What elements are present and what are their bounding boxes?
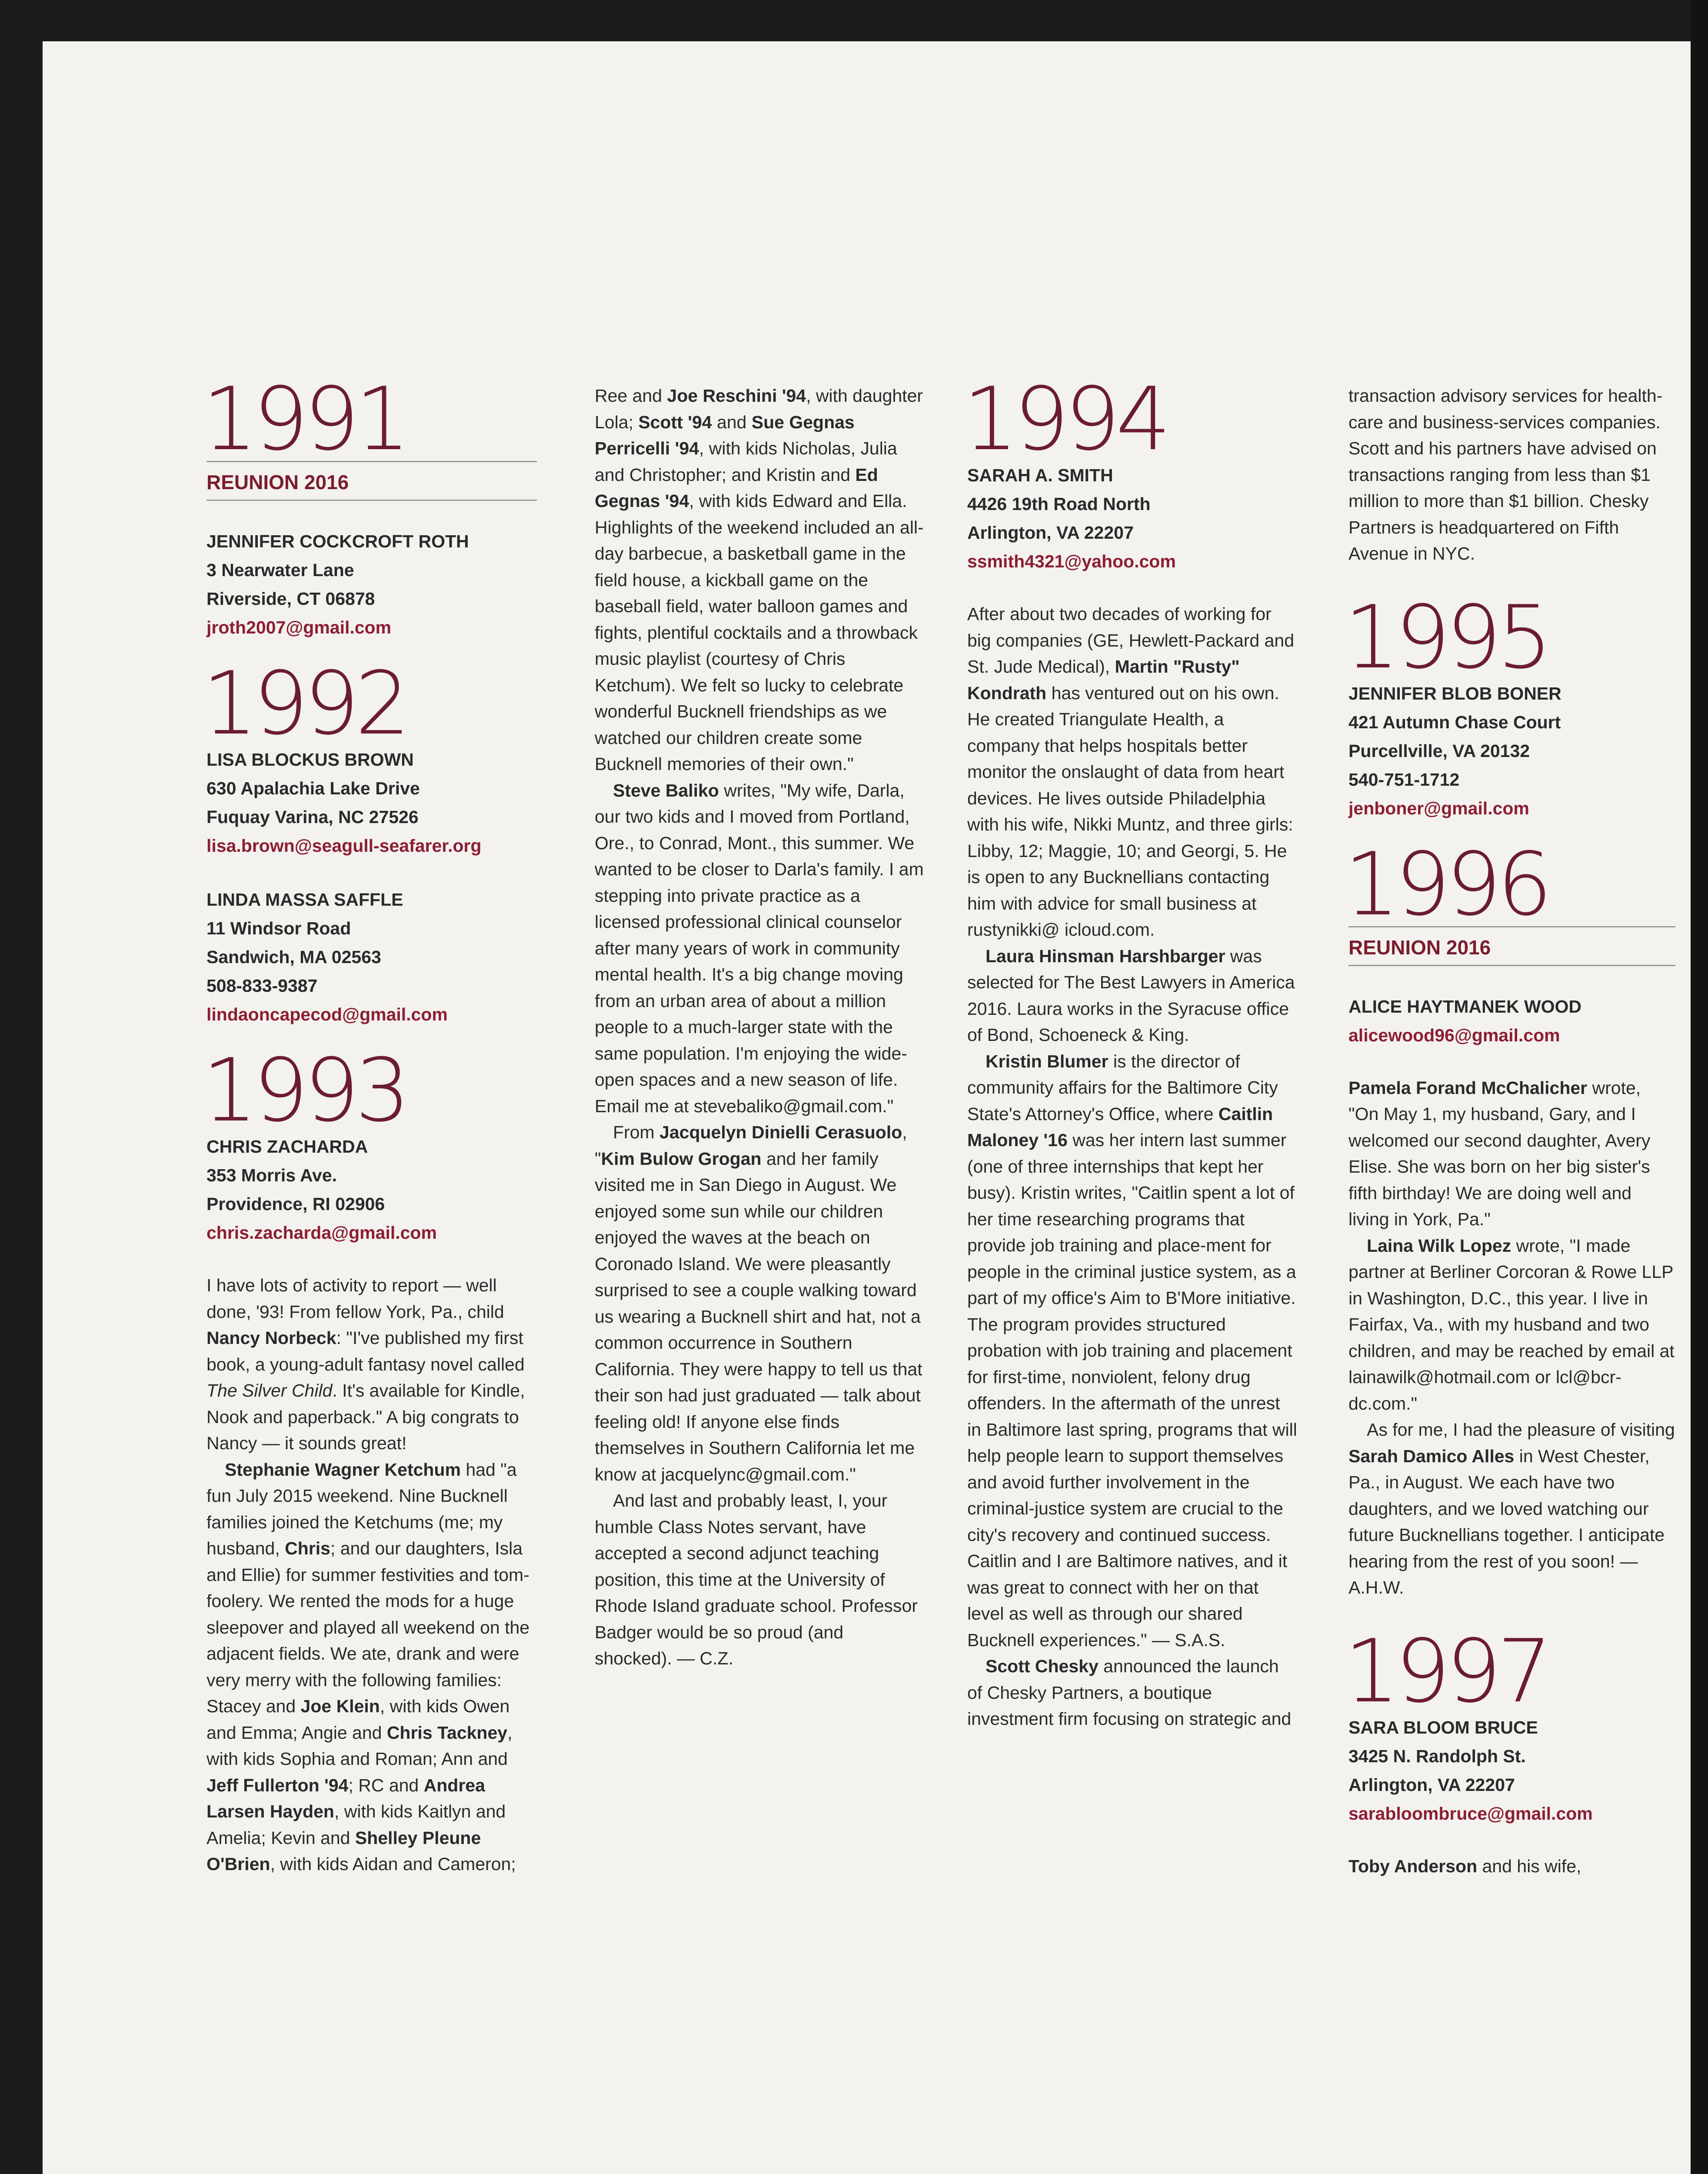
- book-title: The Silver Child: [206, 1380, 333, 1400]
- alumni-name: Sue Gegnas Perricelli '94: [595, 412, 855, 458]
- text-run: and: [712, 412, 752, 432]
- reunion-banner-1996: REUNION 2016: [1348, 926, 1675, 966]
- binding-gutter: [1691, 0, 1708, 2174]
- text-run: After about two decades of working for big companies (GE, Hewlett-Packard and St. Jude Medical),: [967, 604, 1295, 677]
- alumni-name: Joe Reschini '94: [667, 386, 806, 406]
- alumni-name: Chris: [285, 1538, 330, 1558]
- text-run: had "a fun July 2015 weekend. Nine Bucknell families joined the Ketchums (me; my husband,: [206, 1459, 517, 1558]
- year-heading-1991: 1991: [202, 369, 406, 470]
- contact-city: Arlington, VA 22207: [1348, 1774, 1515, 1795]
- class-contact-1996: [1348, 992, 1675, 1050]
- note-paragraph: And last and probably least, I, your humble Class Notes servant, have accepted a second adjunct teaching position, this time at the University of Rhode Island graduate school. Professor Badger would be so proud (and shocked). — C.Z.: [595, 1490, 918, 1668]
- text-run: wrote, "On May 1, my husband, Gary, and I welcomed our second daughter, Avery Elise. She was born on her big sister's fifth birthday! We are doing well and living in York, Pa.": [1348, 1077, 1651, 1229]
- alumni-name: Steve Baliko: [613, 780, 719, 800]
- text-run: , with kids Owen and Emma; Angie and: [206, 1696, 510, 1743]
- column-2: [595, 383, 925, 1672]
- contact-address: 353 Morris Ave.: [206, 1165, 337, 1185]
- note-paragraph: [967, 601, 1298, 943]
- contact-address: 4426 19th Road North: [967, 494, 1151, 514]
- note-paragraph: [1348, 1417, 1675, 1601]
- note-paragraph: [206, 1457, 537, 1877]
- text-run: : "I've published my first book, a young-adult fantasy novel called: [206, 1328, 525, 1374]
- alumni-name: Laina Wilk Lopez: [1367, 1235, 1512, 1256]
- alumni-name: Chris Tackney: [386, 1722, 508, 1743]
- column-3: [963, 369, 1298, 1732]
- contact-email-link[interactable]: jenboner@gmail.com: [1348, 798, 1529, 818]
- alumni-name: Kristin Blumer: [986, 1051, 1109, 1071]
- contact-address: 421 Autumn Chase Court: [1348, 712, 1561, 732]
- text-run: was selected for The Best Lawyers in America 2016. Laura works in the Syracuse office of Bond, Schoeneck & King.: [967, 946, 1295, 1045]
- contact-name: LISA BLOCKUS BROWN: [206, 750, 414, 770]
- alumni-name: Shelley Pleune O'Brien: [206, 1827, 481, 1874]
- alumni-name: Scott '94: [638, 412, 712, 432]
- column-1: [202, 369, 537, 1877]
- year-heading-1993: 1993: [202, 1040, 406, 1141]
- year-heading-1996: 1996: [1344, 834, 1548, 935]
- note-paragraph: [967, 943, 1298, 1048]
- text-run: writes, "My wife, Darla, our two kids and I moved from Portland, Ore., to Conrad, Mont., this summer. We wanted to be closer to Darla's family. I am stepping into private practice as a licensed professional clinical counselor after many years of work in community mental health. It's a big change moving from an urban area of about a million people to a much-larger state with the same population. I'm enjoying the wide-open spaces and a new season of life. Email me at stevebaliko@gmail.com.": [595, 780, 924, 1116]
- text-run: , with kids Sophia and Roman; Ann and: [206, 1722, 513, 1769]
- contact-email-link[interactable]: alicewood96@gmail.com: [1348, 1025, 1560, 1045]
- year-heading-1995: 1995: [1344, 587, 1548, 688]
- contact-city: Riverside, CT 06878: [206, 589, 375, 609]
- contact-name: ALICE HAYTMANEK WOOD: [1348, 996, 1582, 1017]
- class-contact-1993: [206, 1132, 537, 1247]
- contact-city: Purcellville, VA 20132: [1348, 740, 1530, 761]
- class-contact-1991: [206, 527, 537, 642]
- reunion-banner-1991: REUNION 2016: [206, 461, 537, 501]
- year-heading-1992: 1992: [202, 653, 406, 754]
- contact-city: Fuquay Varina, NC 27526: [206, 807, 419, 827]
- text-run: , with kids Kaitlyn and Amelia; Kevin and: [206, 1801, 506, 1848]
- note-paragraph: [967, 1048, 1298, 1654]
- contact-address: 3 Nearwater Lane: [206, 560, 354, 580]
- text-run: Ree and: [595, 386, 667, 406]
- text-run: ; RC and: [348, 1775, 424, 1795]
- text-run: From: [613, 1122, 660, 1142]
- alumni-name: Jacquelyn Dinielli Cerasuolo: [659, 1122, 902, 1142]
- contact-city: Providence, RI 02906: [206, 1194, 385, 1214]
- text-run: . It's available for Kindle, Nook and paperback." A big congrats to Nancy — it sounds great!: [206, 1380, 525, 1453]
- class-contact-1994: [967, 461, 1298, 576]
- contact-email-link[interactable]: sarabloombruce@gmail.com: [1348, 1803, 1593, 1824]
- class-contact-1992-b: [206, 885, 537, 1029]
- note-paragraph: [1348, 1853, 1675, 1880]
- contact-email-link[interactable]: ssmith4321@yahoo.com: [967, 551, 1176, 571]
- alumni-name: Stephanie Wagner Ketchum: [225, 1459, 461, 1480]
- year-heading-1994: 1994: [963, 369, 1167, 470]
- note-paragraph: [206, 1272, 537, 1457]
- text-run: in West Chester, Pa., in August. We each have two daughters, and we loved watching our future Bucknellians together. I anticipate hearing from the rest of you soon! — A.H.W.: [1348, 1446, 1665, 1597]
- alumni-name: Pamela Forand McChalicher: [1348, 1077, 1588, 1098]
- alumni-name: Joe Klein: [300, 1696, 380, 1716]
- alumni-name: Scott Chesky: [986, 1656, 1099, 1676]
- contact-address: 11 Windsor Road: [206, 918, 351, 938]
- alumni-name: Nancy Norbeck: [206, 1328, 336, 1348]
- note-paragraph: [595, 1119, 925, 1487]
- contact-name: CHRIS ZACHARDA: [206, 1137, 368, 1157]
- text-run: , ": [595, 1122, 907, 1169]
- contact-name: LINDA MASSA SAFFLE: [206, 890, 403, 910]
- alumni-name: Toby Anderson: [1348, 1856, 1478, 1876]
- contact-email-link[interactable]: lindaoncapecod@gmail.com: [206, 1004, 448, 1024]
- contact-city: Arlington, VA 22207: [967, 523, 1134, 543]
- text-run: is the director of community affairs for the Baltimore City State's Attorney's Office, where: [967, 1051, 1278, 1124]
- contact-email-link[interactable]: chris.zacharda@gmail.com: [206, 1223, 437, 1243]
- text-run: has ventured out on his own. He created Triangulate Health, a company that helps hospitals better monitor the onslaught of data from heart devices. He lives outside Philadelphia with his wife, Nikki Muntz, and three girls: Libby, 12; Maggie, 10; and Georgi, 5. He is open to any Bucknellians contacting him with advice for small business at rustynikki@ icloud.com.: [967, 683, 1293, 940]
- contact-city: Sandwich, MA 02563: [206, 947, 381, 967]
- contact-phone: 540-751-1712: [1348, 769, 1460, 790]
- text-run: , with kids Edward and Ella. Highlights of the weekend included an all-day barbecue, a basketball game in the field house, a kickball game on the baseball field, water balloon games and fights, plentiful cocktails and a throwback music playlist (courtesy of Chris Ketchum). We felt so lucky to celebrate wonderful Bucknell friendships as we watched our children create some Bucknell memories of their own.": [595, 491, 924, 774]
- text-run: wrote, "I made partner at Berliner Corcoran & Rowe LLP in Washington, D.C., this year. I live in Fairfax, Va., with my husband and two children, and may be reached by email at lainawilk@hotmail.com or lcl@bcr-dc.com.": [1348, 1235, 1675, 1414]
- class-contact-1995: [1348, 679, 1675, 823]
- note-paragraph: [595, 383, 925, 777]
- contact-address: 630 Apalachia Lake Drive: [206, 778, 420, 798]
- year-heading-1997: 1997: [1344, 1620, 1548, 1722]
- text-run: , with kids Nicholas, Julia and Christopher; and Kristin and: [595, 438, 897, 485]
- class-contact-1992-a: [206, 745, 537, 860]
- note-paragraph: [1348, 1075, 1675, 1233]
- contact-phone: 508-833-9387: [206, 976, 318, 996]
- note-paragraph: transaction advisory services for health-care and business-services companies. Scott and his partners have advised on transactions ranging from less than $1 million to more than $1 billion. Chesky Partners is headquartered on Fifth Avenue in NYC.: [1348, 386, 1663, 564]
- text-run: announced the launch of Chesky Partners, a boutique investment firm focusing on strategic and: [967, 1656, 1292, 1729]
- alumni-name: Kim Bulow Grogan: [601, 1148, 762, 1169]
- alumni-name: Laura Hinsman Harshbarger: [986, 946, 1225, 966]
- class-contact-1997: [1348, 1713, 1675, 1828]
- text-run: I have lots of activity to report — well done, '93! From fellow York, Pa., child: [206, 1275, 504, 1322]
- contact-name: JENNIFER BLOB BONER: [1348, 683, 1562, 704]
- contact-address: 3425 N. Randolph St.: [1348, 1746, 1526, 1766]
- contact-name: JENNIFER COCKCROFT ROTH: [206, 531, 469, 551]
- alumni-name: Caitlin Maloney '16: [967, 1104, 1273, 1150]
- alumni-name: Martin "Rusty" Kondrath: [967, 657, 1240, 703]
- contact-email-link[interactable]: lisa.brown@seagull-seafarer.org: [206, 836, 482, 856]
- note-paragraph: [967, 1653, 1298, 1732]
- note-paragraph: [595, 777, 925, 1120]
- alumni-name: Jeff Fullerton '94: [206, 1775, 349, 1795]
- note-paragraph: [1348, 1233, 1675, 1417]
- column-4: [1344, 383, 1675, 1879]
- contact-email-link[interactable]: jroth2007@gmail.com: [206, 617, 392, 637]
- text-run: was her intern last summer (one of three internships that kept her busy). Kristin writes, "Caitlin spent a lot of her time researching programs that provide job training and place-ment for people in the criminal justice system, as a part of my office's Aim to B'More initiative. The program provides structured probation with job training and placement for first-time, nonviolent, felony drug offenders. In the aftermath of the unrest in Baltimore last spring, programs that will help people learn to support themselves and avoid further involvement in the criminal-justice system are crucial to the city's recovery and continued success. Caitlin and I are Baltimore natives, and it was great to connect with her on that level as well as through our shared Bucknell experiences." — S.A.S.: [967, 1130, 1297, 1650]
- contact-name: SARAH A. SMITH: [967, 465, 1113, 485]
- alumni-name: Andrea Larsen Hayden: [206, 1775, 485, 1821]
- text-run: , with daughter Lola;: [595, 386, 923, 432]
- text-run: , with kids Aidan and Cameron;: [270, 1854, 516, 1874]
- text-run: and her family visited me in San Diego in August. We enjoyed some sun while our children enjoyed the waves at the beach on Coronado Island. We were pleasantly surprised to see a couple walking toward us wearing a Bucknell shirt and hat, not a common occurrence in Southern California. They were happy to tell us that their son had just graduated — talk about feeling old! If anyone else finds themselves in Southern California let me know at jacquelync@gmail.com.": [595, 1148, 922, 1484]
- alumni-name: Sarah Damico Alles: [1348, 1446, 1515, 1466]
- text-run: and his wife,: [1477, 1856, 1581, 1876]
- contact-name: SARA BLOOM BRUCE: [1348, 1717, 1538, 1737]
- text-run: ; and our daughters, Isla and Ellie) for summer festivities and tom-foolery. We rented the mods for a huge sleepover and played all weekend on the adjacent fields. We ate, drank and were very merry with the following families: Stacey and: [206, 1538, 530, 1716]
- text-run: As for me, I had the pleasure of visiting: [1367, 1420, 1675, 1440]
- alumni-name: Ed Gegnas '94: [595, 464, 878, 511]
